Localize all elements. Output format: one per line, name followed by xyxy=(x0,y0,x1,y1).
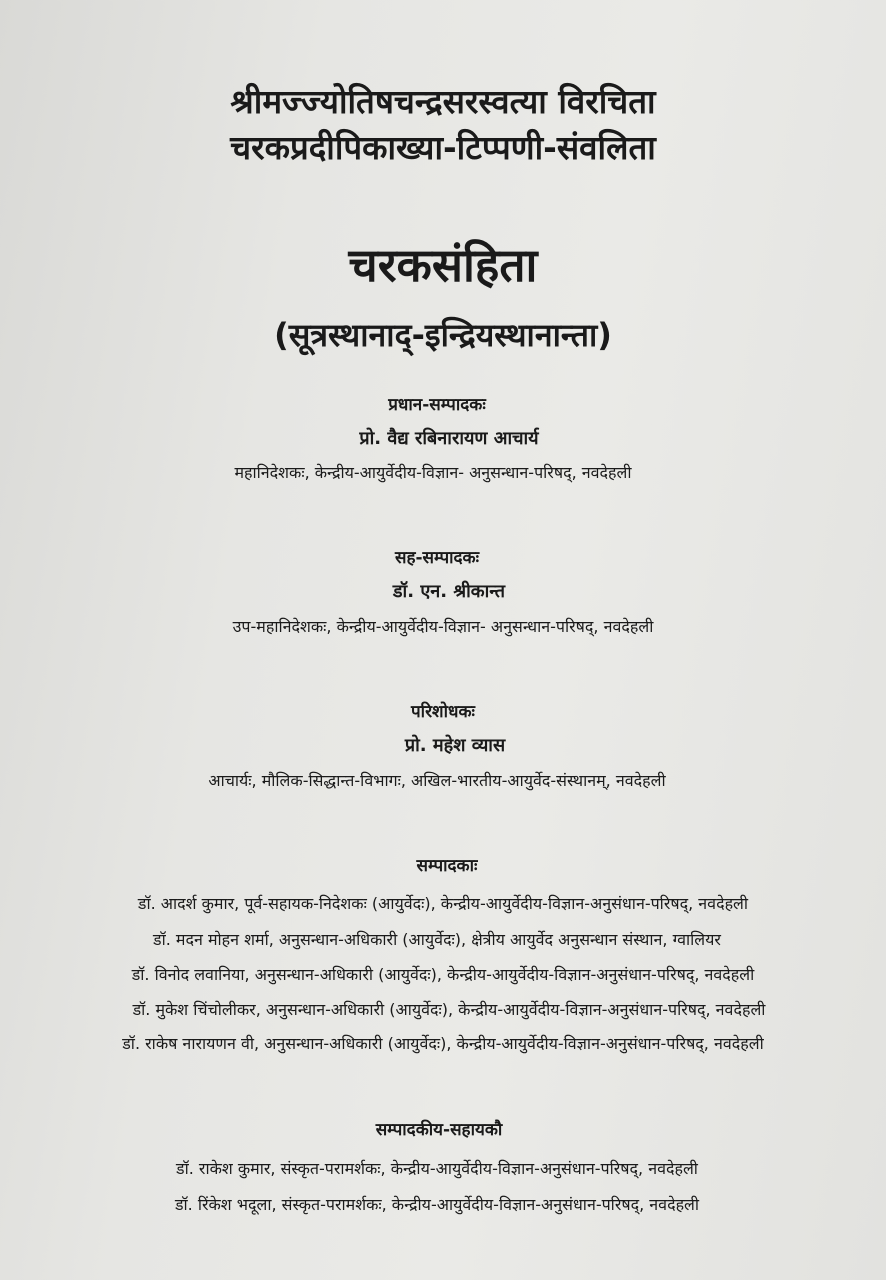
co-editor-role: सह-सम्पादकः xyxy=(394,548,480,568)
editor-item: डॉ. मुकेश चिंचोलीकर, अनुसन्धान-अधिकारी (आयुर्वेदः), केन्द्रीय-आयुर्वेदीय-विज्ञान-अनुसंधान-परिषद्, नवदेहली xyxy=(132,1000,766,1019)
chief-editor-name: प्रो. वैद्य रबिनारायण आचार्य xyxy=(359,428,539,449)
header-line-2: चरकप्रदीपिकाख्या-टिप्पणी-संवलिता xyxy=(230,128,656,167)
book-title: चरकसंहिता xyxy=(348,238,538,292)
book-subtitle: (सूत्रस्थानाद्-इन्द्रियस्थानान्ता) xyxy=(274,316,612,354)
co-editor-desc: उप-महानिदेशकः, केन्द्रीय-आयुर्वेदीय-विज्ञान- अनुसन्धान-परिषद्, नवदेहली xyxy=(232,617,654,636)
chief-editor-role: प्रधान-सम्पादकः xyxy=(388,395,486,415)
header-line-1: श्रीमज्ज्योतिषचन्द्रसरस्वत्या विरचिता xyxy=(230,82,656,121)
reviewer-name: प्रो. महेश व्यास xyxy=(404,735,506,756)
assistant-item: डॉ. रिंकेश भदूला, संस्कृत-परामर्शकः, केन्द्रीय-आयुर्वेदीय-विज्ञान-अनुसंधान-परिषद्, नवदेहली xyxy=(174,1195,700,1214)
reviewer-desc: आचार्यः, मौलिक-सिद्धान्त-विभागः, अखिल-भारतीय-आयुर्वेद-संस्थानम्, नवदेहली xyxy=(208,771,666,790)
reviewer-role: परिशोधकः xyxy=(411,702,475,722)
editors-role: सम्पादकाः xyxy=(416,856,478,876)
assistants-role: सम्पादकीय-सहायकौ xyxy=(375,1120,503,1140)
co-editor-name: डॉ. एन. श्रीकान्त xyxy=(392,581,506,602)
editor-item: डॉ. मदन मोहन शर्मा, अनुसन्धान-अधिकारी (आयुर्वेदः), क्षेत्रीय आयुर्वेद अनुसन्धान संस्थान, ग्वालियर xyxy=(153,930,721,949)
editor-item: डॉ. राकेष नारायणन वी, अनुसन्धान-अधिकारी (आयुर्वेदः), केन्द्रीय-आयुर्वेदीय-विज्ञान-अनुसंधान-परिषद्, नवदेहली xyxy=(122,1034,764,1053)
assistant-item: डॉ. राकेश कुमार, संस्कृत-परामर्शकः, केन्द्रीय-आयुर्वेदीय-विज्ञान-अनुसंधान-परिषद्, नवदेहली xyxy=(176,1159,698,1178)
chief-editor-desc: महानिदेशकः, केन्द्रीय-आयुर्वेदीय-विज्ञान- अनुसन्धान-परिषद्, नवदेहली xyxy=(234,463,632,482)
editor-item: डॉ. आदर्श कुमार, पूर्व-सहायक-निदेशकः (आयुर्वेदः), केन्द्रीय-आयुर्वेदीय-विज्ञान-अनुसंधान-परिषद्, नवदेहली xyxy=(137,894,749,913)
editor-item: डॉ. विनोद लवानिया, अनुसन्धान-अधिकारी (आयुर्वेदः), केन्द्रीय-आयुर्वेदीय-विज्ञान-अनुसंधान-परिषद्, नवदेहली xyxy=(131,965,755,984)
